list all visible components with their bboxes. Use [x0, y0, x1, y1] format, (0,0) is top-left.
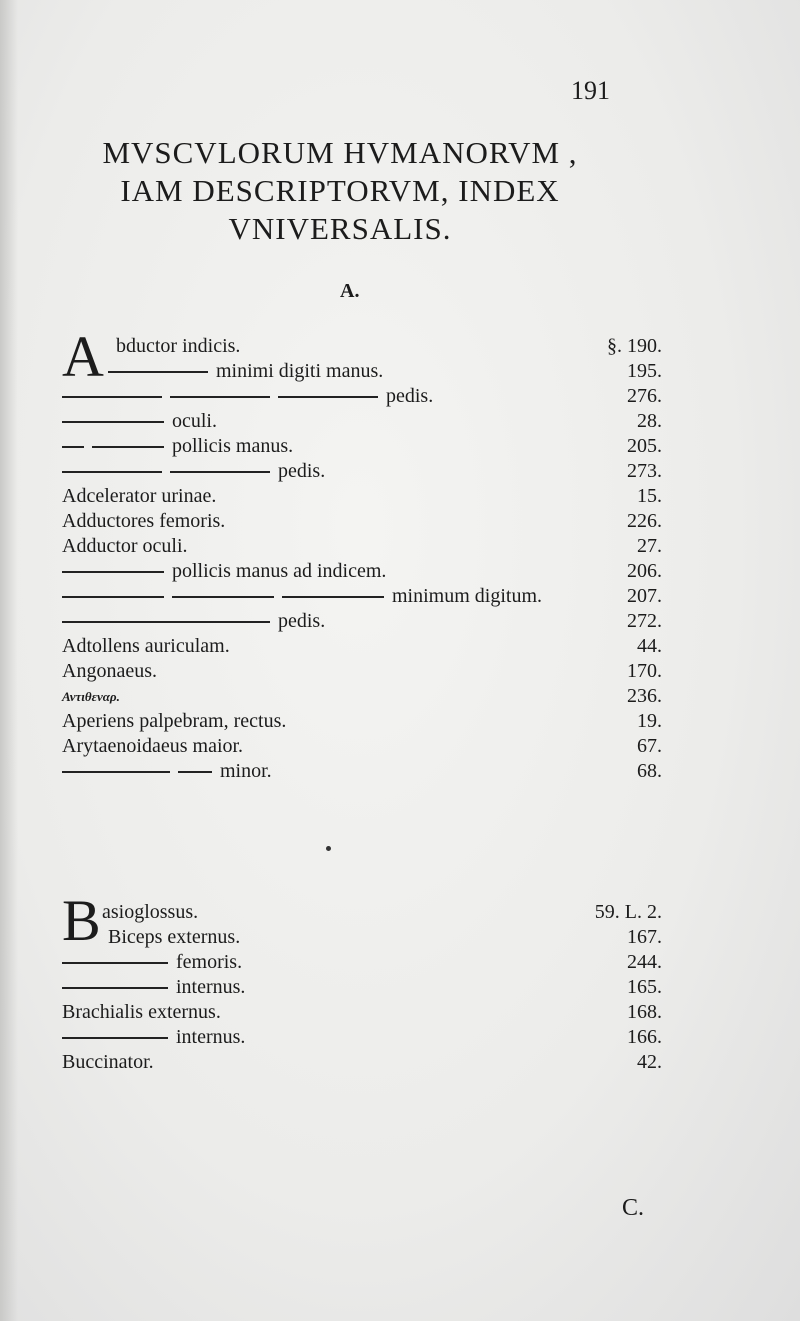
entry-reference: 226. [627, 510, 662, 532]
entry-text: pollicis manus ad indicem. [172, 560, 387, 582]
index-entry [62, 659, 662, 684]
signature-mark: C. [622, 1195, 645, 1221]
entry-reference: 166. [627, 1026, 662, 1048]
dropcap-b: B [62, 888, 101, 953]
entry-reference: 28. [637, 410, 662, 432]
index-section-b [62, 888, 662, 1075]
index-entry [62, 534, 662, 559]
entry-text: Adcelerator urinae. [62, 485, 217, 507]
entry-reference: 276. [627, 385, 662, 407]
ditto-rule [178, 771, 212, 773]
entry-text: Aperiens palpebram, rectus. [62, 710, 287, 732]
entry-text: Adtollens auriculam. [62, 635, 230, 657]
ditto-rule [92, 446, 164, 448]
dropcap-a: A [62, 324, 104, 389]
entry-reference: 68. [637, 760, 662, 782]
entry-reference: §. 190. [607, 335, 662, 357]
title-line-2: IAM DESCRIPTORVM, INDEX [120, 173, 560, 208]
ditto-rule [170, 396, 270, 398]
entry-reference: 19. [637, 710, 662, 732]
entry-reference: 27. [637, 535, 662, 557]
ditto-rule [62, 421, 164, 423]
index-entry [62, 484, 662, 509]
entry-reference: 244. [627, 951, 662, 973]
page-title [60, 134, 620, 248]
entry-text: pedis. [278, 610, 326, 632]
entry-text: pedis. [278, 460, 326, 482]
ornament-dot [326, 846, 331, 851]
entry-reference: 168. [627, 1001, 662, 1023]
index-entry [62, 684, 662, 709]
ditto-rule [108, 371, 208, 373]
entry-text: femoris. [176, 951, 243, 973]
ditto-rule [62, 621, 270, 623]
entry-reference: 273. [627, 460, 662, 482]
ditto-rule [278, 396, 378, 398]
entry-text: Buccinator. [62, 1051, 154, 1073]
entry-text: pedis. [386, 385, 434, 407]
index-entry [62, 409, 662, 434]
entry-reference: 15. [637, 485, 662, 507]
entry-text: Brachialis externus. [62, 1001, 221, 1023]
entry-text-greek: Αντιθεναρ. [62, 689, 120, 704]
page-number: 191 [571, 76, 610, 105]
ditto-rule [62, 771, 170, 773]
entry-text: Adductor oculi. [62, 535, 188, 557]
index-section-a [62, 324, 662, 784]
entry-reference: 206. [627, 560, 662, 582]
page-spine-shadow [0, 0, 18, 1321]
index-entry [62, 559, 662, 584]
entry-text: minimum digitum. [392, 585, 543, 607]
title-line-3: VNIVERSALIS. [228, 211, 452, 246]
ditto-rule [62, 987, 168, 989]
entry-text: oculi. [172, 410, 217, 432]
ditto-rule [62, 396, 162, 398]
entry-text: asioglossus. [102, 901, 199, 923]
entry-text: pollicis manus. [172, 435, 294, 457]
index-entry [62, 609, 662, 634]
entry-reference: 207. [627, 585, 662, 607]
entry-reference: 170. [627, 660, 662, 682]
index-entry [62, 709, 662, 734]
entry-reference: 272. [627, 610, 662, 632]
entry-reference: 42. [637, 1051, 662, 1073]
entry-reference: 165. [627, 976, 662, 998]
index-entry [62, 634, 662, 659]
entry-text: internus. [176, 976, 246, 998]
ditto-rule [62, 471, 162, 473]
index-entry [62, 975, 662, 1000]
index-entry [62, 950, 662, 975]
ditto-rule [62, 596, 164, 598]
index-entry [62, 734, 662, 759]
index-entry [62, 1025, 662, 1050]
entry-text: minor. [220, 760, 272, 782]
ditto-rule [282, 596, 384, 598]
entry-text: Biceps externus. [108, 926, 241, 948]
ditto-rule [170, 471, 270, 473]
entry-reference: 167. [627, 926, 662, 948]
section-heading-a: A. [340, 280, 360, 302]
index-entry [62, 359, 662, 384]
entry-reference: 236. [627, 685, 662, 707]
index-entry [62, 1000, 662, 1025]
index-entry [62, 759, 662, 784]
entry-text: Arytaenoidaeus maior. [62, 735, 244, 757]
ditto-rule [62, 446, 84, 448]
index-entry [62, 459, 662, 484]
index-entry [62, 384, 662, 409]
index-entry [62, 584, 662, 609]
entry-text: Angonaeus. [62, 660, 157, 682]
entry-text: Adductores femoris. [62, 510, 226, 532]
entry-text: internus. [176, 1026, 246, 1048]
entry-reference: 195. [627, 360, 662, 382]
entry-reference: 205. [627, 435, 662, 457]
index-entry [62, 1050, 662, 1075]
entry-reference: 44. [637, 635, 662, 657]
ditto-rule [62, 1037, 168, 1039]
entry-reference: 59. L. 2. [594, 901, 662, 923]
index-entry [62, 900, 662, 925]
index-entry [62, 509, 662, 534]
index-entry [62, 434, 662, 459]
entry-reference: 67. [637, 735, 662, 757]
index-entry [62, 925, 662, 950]
entry-text: minimi digiti manus. [216, 360, 384, 382]
ditto-rule [62, 571, 164, 573]
ditto-rule [62, 962, 168, 964]
ditto-rule [172, 596, 274, 598]
entry-text: bductor indicis. [116, 335, 241, 357]
index-entry [62, 334, 662, 359]
title-line-1: MVSCVLORUM HVMANORVM , [102, 135, 578, 170]
